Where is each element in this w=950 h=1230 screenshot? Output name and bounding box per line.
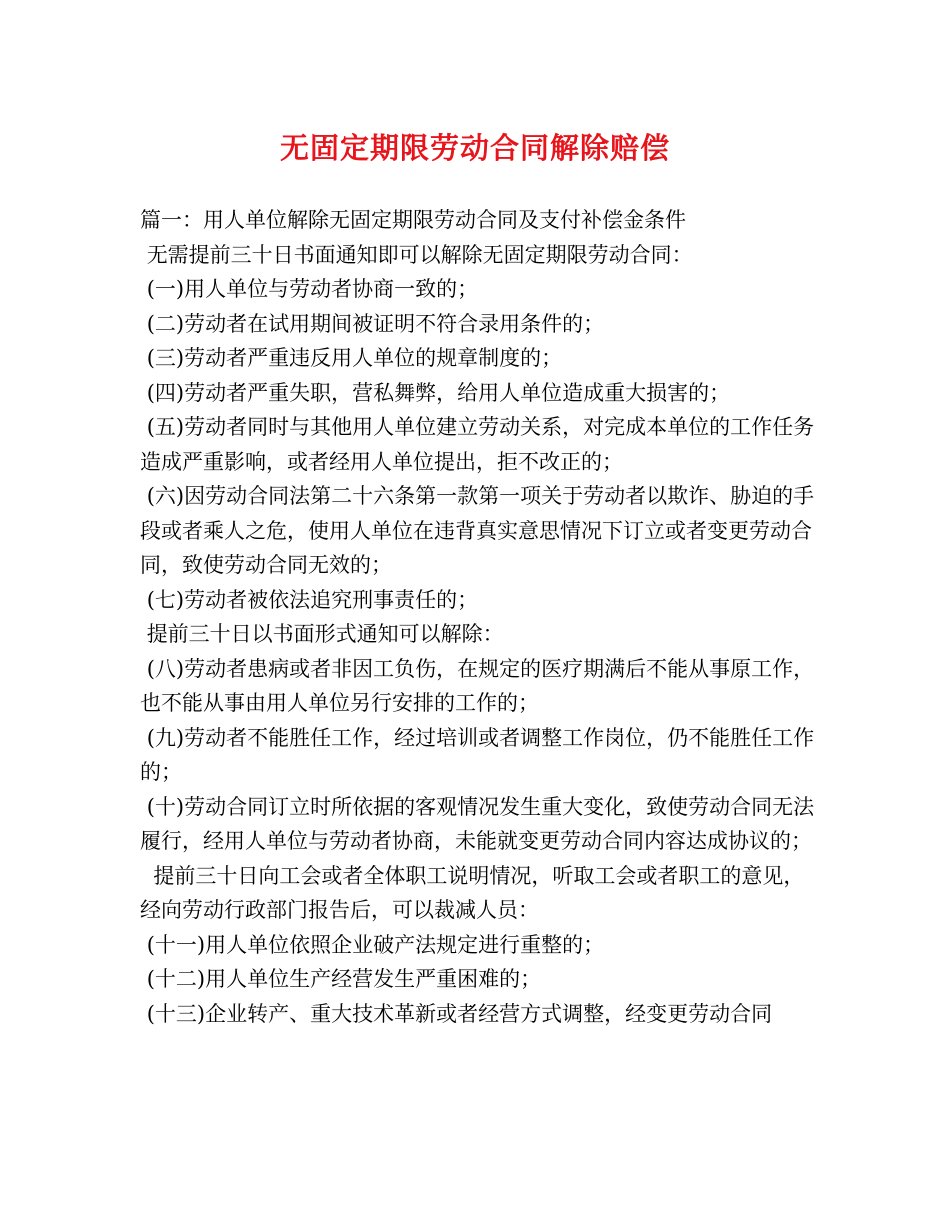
paragraph: 提前三十日向工会或者全体职工说明情况，听取工会或者职工的意见，经向劳动行政部门报告后，可以裁减人员：: [140, 863, 805, 922]
document-title: 无固定期限劳动合同解除赔偿: [279, 131, 670, 165]
paragraph: (十)劳动合同订立时所依据的客观情况发生重大变化，致使劳动合同无法履行，经用人单位与劳动者协商，未能就变更劳动合同内容达成协议的；: [140, 794, 815, 853]
paragraph: (一)用人单位与劳动者协商一致的；: [140, 277, 479, 301]
document-body: [140, 203, 820, 1031]
paragraph: (八)劳动者患病或者非因工负伤，在规定的医疗期满后不能从事原工作，也不能从事由用人单位另行安排的工作的；: [140, 656, 815, 715]
paragraph: (六)因劳动合同法第二十六条第一款第一项关于劳动者以欺诈、胁迫的手段或者乘人之危，使用人单位在违背真实意思情况下订立或者变更劳动合同，致使劳动合同无效的；: [140, 484, 815, 577]
paragraph: (十一)用人单位依照企业破产法规定进行重整的；: [140, 932, 605, 957]
paragraph: (三)劳动者严重违反用人单位的规章制度的；: [140, 346, 563, 370]
paragraph: (十二)用人单位生产经营发生严重困难的；: [140, 967, 542, 991]
paragraph: (七)劳动者被依法追究刑事责任的；: [140, 587, 479, 612]
paragraph: 无需提前三十日书面通知即可以解除无固定期限劳动合同：: [140, 242, 693, 267]
paragraph: (九)劳动者不能胜任工作，经过培训或者调整工作岗位，仍不能胜任工作的；: [140, 725, 815, 784]
paragraph: (四)劳动者严重失职，营私舞弊，给用人单位造成重大损害的；: [140, 380, 731, 405]
paragraph: 篇一：用人单位解除无固定期限劳动合同及支付补偿金条件: [140, 208, 686, 232]
paragraph: (二)劳动者在试用期间被证明不符合录用条件的；: [140, 311, 605, 336]
paragraph: 提前三十日以书面形式通知可以解除：: [140, 622, 504, 646]
paragraph: (十三)企业转产、重大技术革新或者经营方式调整，经变更劳动合同: [140, 1001, 773, 1026]
paragraph: (五)劳动者同时与其他用人单位建立劳动关系，对完成本单位的工作任务造成严重影响，或者经用人单位提出，拒不改正的；: [140, 415, 815, 474]
